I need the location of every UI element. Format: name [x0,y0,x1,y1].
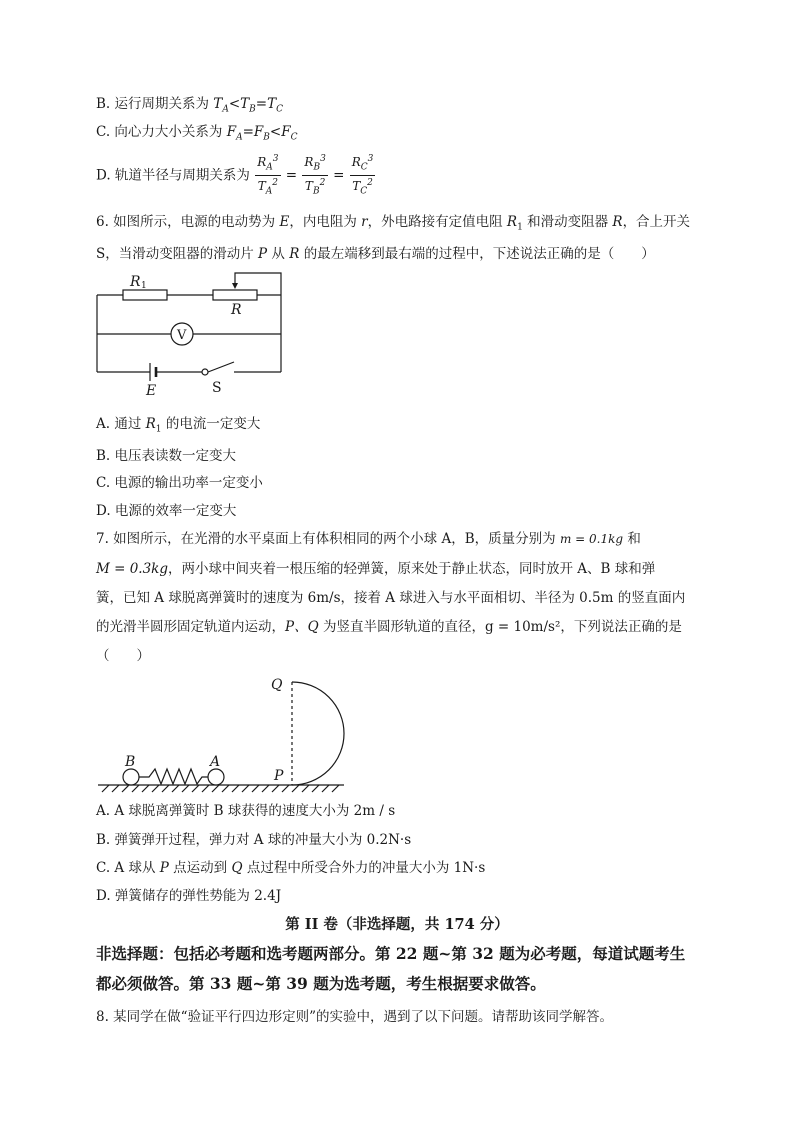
q5-b-relation: $T_A<T_B=T_C$ [213,96,283,115]
q7-stem-line4: 的光滑半圆形固定轨道内运动，P、Q 为竖直半圆形轨道的直径，g = 10m/s²，下列说法正确的是 [96,619,682,635]
p-label: P [274,768,284,784]
b-label: B [125,754,136,770]
q6-option-a: A. 通过 $R_1$ 的电流一定变大 [96,416,261,435]
q7-stem-line3: 簧，已知 A 球脱离弹簧时的速度为 6m/s，接着 A 球进入与水平面相切、半径为 0.5m 的竖直面内 [96,590,686,606]
q5-frac-b: $\frac{R_B^3}{T_B^2}$ [304,154,326,197]
e-label: E [146,383,157,398]
q6-circuit-diagram [90,268,290,398]
q7-option-d: D. 弹簧储存的弹性势能为 2.4J [96,888,282,904]
q5-option-d: D. 轨道半径与周期关系为 $\frac{R_A^3}{T_A^2}$ = $\frac{R_B^3}{T_B^2}$ = $\frac{R_C^3}{T_C^2}$ [96,152,376,200]
r-label: R [231,302,242,318]
q5-frac-c: $\frac{R_C^3}{T_C^2}$ [351,154,374,197]
q7-option-b: B. 弹簧弹开过程，弹力对 A 球的冲量大小为 0.2N·s [96,832,412,848]
q7-option-a: A. A 球脱离弹簧时 B 球获得的速度大小为 2m / s [96,803,396,819]
q6-option-b: B. 电压表读数一定变大 [96,448,237,464]
q5-option-b: B. 运行周期关系为 $T_A<T_B=T_C$ [96,96,283,115]
q5-option-c: C. 向心力大小关系为 $F_A=F_B<F_C$ [96,124,298,143]
q7-stem-line1: 7. 如图所示，在光滑的水平桌面上有体积相同的两个小球 A，B，质量分别为 m = 0.1kg 和 [96,531,641,547]
r1-resistor [123,290,167,300]
q7-stem-line2: M = 0.3kg，两小球中间夹着一根压缩的轻弹簧，原来处于静止状态，同时放开 A、B 球和弹 [96,561,656,577]
rheostat [213,290,257,300]
a-label: A [210,754,221,770]
q7-track-diagram [94,672,350,796]
q5-c-relation: $F_A=F_B<F_C$ [226,124,298,143]
q8-stem: 8. 某同学在做“验证平行四边形定则”的实验中，遇到了以下问题。请帮助该同学解答。 [96,1009,613,1025]
spring [139,769,208,784]
q6-option-c: C. 电源的输出功率一定变小 [96,475,263,491]
q6-stem-line1: 6. 如图所示，电源的电动势为 E，内电阻为 r，外电路接有定值电阻 $R_1$ 和滑动变阻器 R，合上开关 [96,214,691,233]
section-intro-line2: 都必须做答。第 33 题~第 39 题为选考题，考生根据要求做答。 [96,974,546,993]
section-title: 第 II 卷（非选择题，共 174 分） [285,916,509,933]
ball-a [208,769,224,785]
section-intro-line1: 非选择题：包括必考题和选考题两部分。第 22 题~第 32 题为必考题，每道试题考生 [96,944,686,963]
q7-stem-line5: （ ） [96,648,150,664]
ball-b [123,769,139,785]
s-label: S [212,380,222,396]
svg-text:1: 1 [141,281,147,291]
v-label: V [177,328,187,343]
semicircle-track [292,682,344,785]
q7-option-c: C. A 球从 P 点运动到 Q 点过程中所受合外力的冲量大小为 1N·s [96,860,486,876]
q6-option-d: D. 电源的效率一定变大 [96,503,237,519]
q5-frac-a: $\frac{R_A^3}{T_A^2}$ [257,154,279,197]
q6-stem-line2: S，当滑动变阻器的滑动片 P 从 R 的最左端移到最右端的过程中，下述说法正确的是（ ） [96,246,655,262]
r1-label: R [130,274,141,290]
ground-hatch [102,785,339,792]
q-label: Q [271,677,283,693]
